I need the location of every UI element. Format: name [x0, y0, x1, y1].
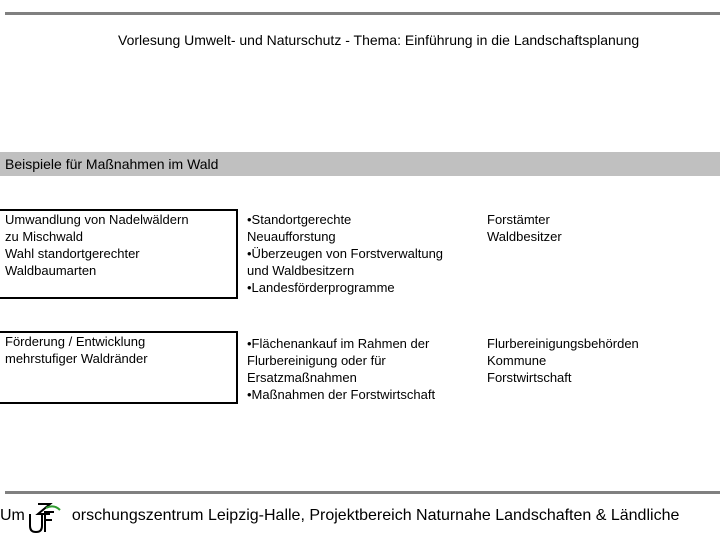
action-text-line: •Überzeugen von Forstverwaltung — [247, 246, 444, 261]
actors-column — [487, 211, 717, 245]
measure-text-line: Umwandlung von Nadelwäldern — [5, 212, 189, 227]
actor-text-line: Waldbesitzer — [487, 229, 562, 244]
footer-institution-text — [0, 506, 679, 526]
ufz-logo-icon — [26, 500, 62, 534]
measure-text-line: Förderung / Entwicklung — [5, 334, 146, 349]
action-text-line: •Flächenankauf im Rahmen der — [247, 336, 430, 351]
actor-text-line: Flurbereinigungsbehörden — [487, 336, 639, 351]
measure-text-line: Waldbaumarten — [5, 263, 97, 278]
action-text-line: •Standortgerechte — [247, 212, 352, 227]
action-text-line: Flurbereinigung oder für — [247, 353, 386, 368]
top-divider — [5, 12, 720, 15]
action-text-line: und Waldbesitzern — [247, 263, 355, 278]
bottom-divider — [5, 491, 720, 494]
actor-text-line: Forstämter — [487, 212, 550, 227]
actions-column — [247, 335, 482, 403]
footer-text-left: Um — [0, 507, 25, 524]
measure-text-line: mehrstufiger Waldränder — [5, 351, 148, 366]
measure-box — [0, 209, 238, 299]
action-text-line: Ersatzmaßnahmen — [247, 370, 357, 385]
actors-column — [487, 335, 717, 386]
footer-text-right: orschungszentrum Leipzig-Halle, Projektbereich Naturnahe Landschaften & Ländliche — [71, 507, 680, 524]
action-text-line: •Maßnahmen der Forstwirtschaft — [247, 387, 436, 402]
action-text-line: •Landesförderprogramme — [247, 280, 395, 295]
measure-text-line: Wahl standortgerechter — [5, 246, 140, 261]
actor-text-line: Forstwirtschaft — [487, 370, 572, 385]
slide-header-title: Vorlesung Umwelt- und Naturschutz - Thema: Einführung in die Landschaftsplanung — [118, 32, 640, 48]
measure-text-line: zu Mischwald — [5, 229, 84, 244]
measure-box — [0, 331, 238, 404]
section-title: Beispiele für Maßnahmen im Wald — [5, 156, 219, 172]
action-text-line: Neuaufforstung — [247, 229, 336, 244]
actions-column — [247, 211, 482, 296]
actor-text-line: Kommune — [487, 353, 547, 368]
